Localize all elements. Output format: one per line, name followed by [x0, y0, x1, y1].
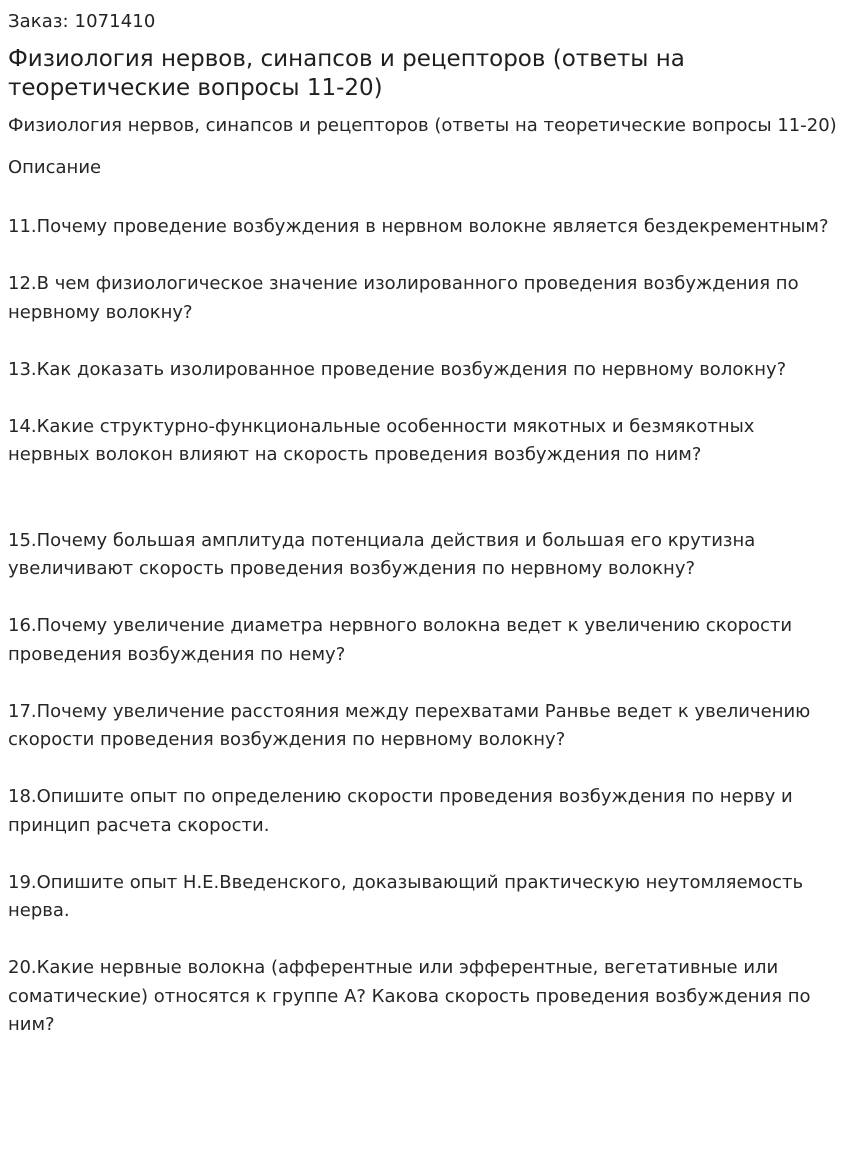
question-20: 20.Какие нервные волокна (афферентные или эфферентные, вегетативные или соматические) относятся к группе А? Какова скорость проведения возбуждения по ним?	[8, 957, 811, 1035]
questions-list	[8, 213, 839, 1040]
question-19: 19.Опишите опыт Н.Е.Введенского, доказывающий практическую неутомляемость нерва.	[8, 871, 804, 921]
question-16: 16.Почему увеличение диаметра нервного волокна ведет к увеличению скорости проведения возбуждения по нему?	[8, 615, 793, 665]
question-12: 12.В чем физиологическое значение изолированного проведения возбуждения по нервному волокну?	[8, 273, 799, 323]
question-15: 15.Почему большая амплитуда потенциала действия и большая его крутизна увеличивают скорость проведения возбуждения по нервному волокну?	[8, 529, 756, 579]
page-title: Физиология нервов, синапсов и рецепторов (ответы на теоретические вопросы 11-20)	[8, 46, 685, 101]
page-subtitle: Физиология нервов, синапсов и рецепторов (ответы на теоретические вопросы 11-20)	[8, 115, 837, 136]
question-17: 17.Почему увеличение расстояния между перехватами Ранвье ведет к увеличению скорости проведения возбуждения по нервному волокну?	[8, 700, 811, 750]
question-11: 11.Почему проведение возбуждения в нервном волокне является бездекрементным?	[8, 216, 829, 237]
description-label: Описание	[8, 157, 102, 178]
order-number: Заказ: 1071410	[8, 11, 156, 32]
question-13: 13.Как доказать изолированное проведение возбуждения по нервному волокну?	[8, 358, 787, 380]
question-14: 14.Какие структурно-функциональные особенности мякотных и безмякотных нервных волокон влияют на скорость проведения возбуждения по ним?	[8, 415, 755, 465]
question-18: 18.Опишите опыт по определению скорости проведения возбуждения по нерву и принцип расчета скорости.	[8, 786, 793, 836]
